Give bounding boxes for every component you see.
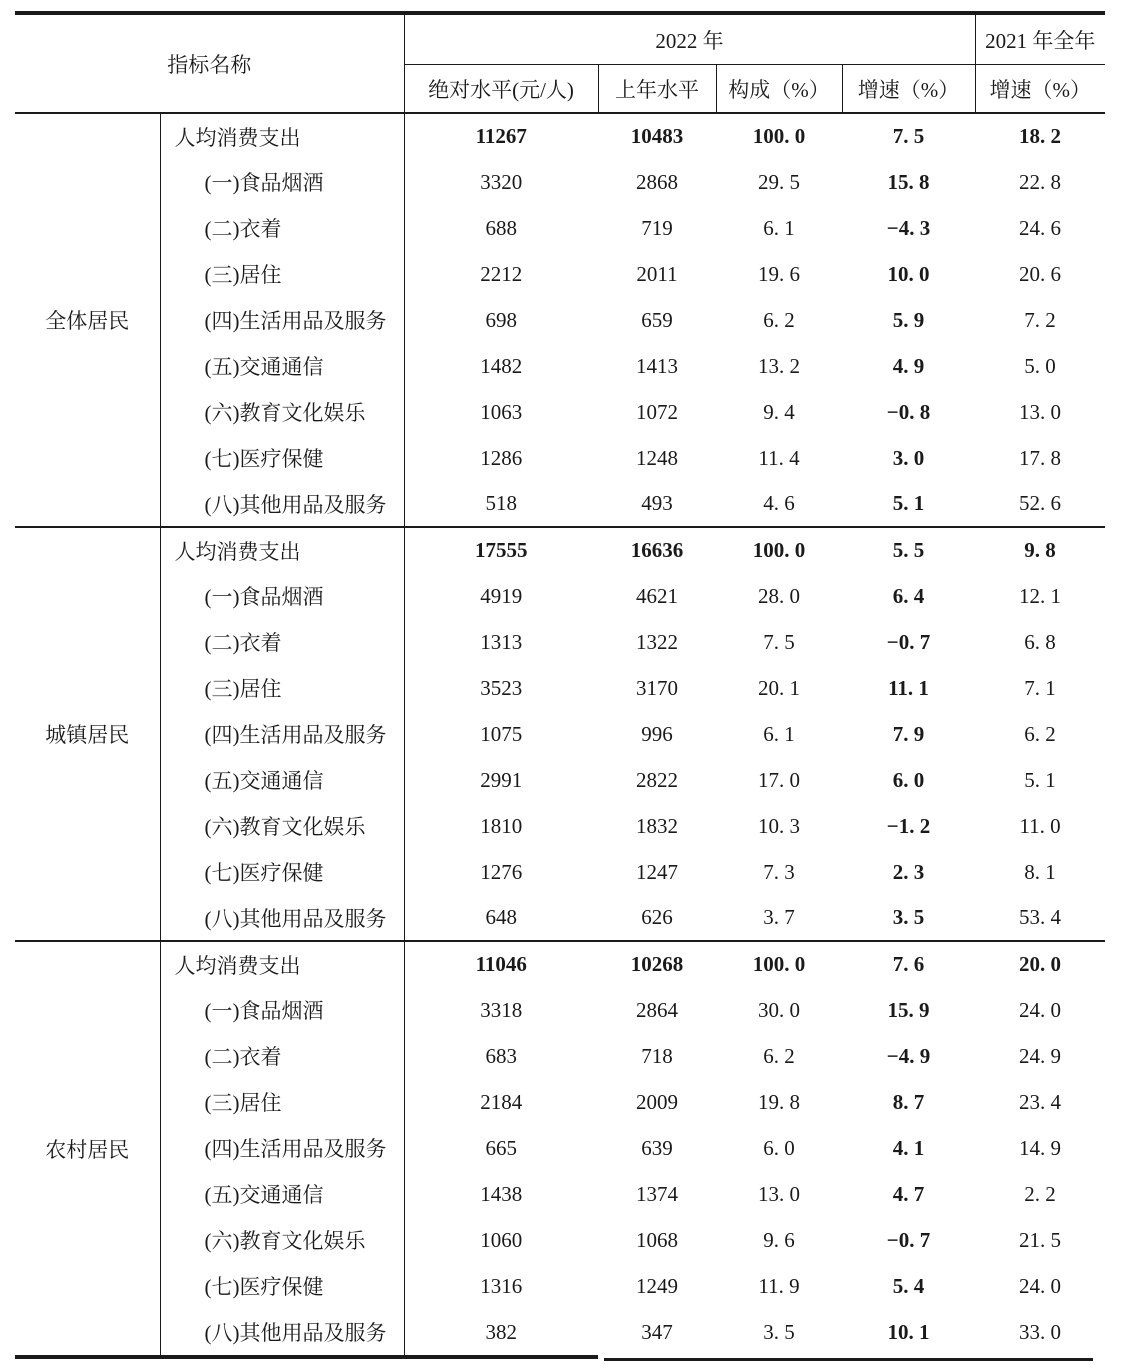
growth-pct-2021: 6. 2 [1024, 721, 1056, 746]
growth-pct-2021: 24. 0 [1019, 997, 1061, 1022]
prev-year-level: 659 [641, 307, 673, 332]
prev-year-level: 626 [641, 905, 673, 929]
prev-year-level: 1072 [636, 399, 678, 424]
abs-level-2022: 1316 [480, 1273, 523, 1298]
prev-year-level: 10268 [598, 941, 716, 987]
table-row [15, 1033, 1105, 1079]
prev-year-level: 639 [641, 1135, 673, 1160]
row-label: (五)交通通信 [160, 1171, 404, 1217]
growth-pct-2021: 53. 4 [1019, 905, 1061, 929]
table-row [15, 1217, 1105, 1263]
header-absolute-level: 绝对水平(元/人) [404, 65, 598, 114]
prev-year-level: 1832 [636, 813, 678, 838]
prev-year-level: 1249 [636, 1273, 678, 1298]
growth-pct-2022: −4. 3 [886, 215, 931, 240]
growth-pct-2022: −1. 2 [886, 813, 931, 838]
growth-pct-2022: 5. 1 [892, 491, 925, 515]
growth-pct-2021: 20. 0 [975, 941, 1105, 987]
share-pct: 9. 4 [763, 399, 795, 424]
group-label: 全体居民 [15, 113, 160, 527]
growth-pct-2022: 4. 7 [892, 1181, 925, 1206]
row-label: 人均消费支出 [160, 941, 404, 987]
growth-pct-2021: 24. 0 [1019, 1273, 1061, 1298]
abs-level-2022: 648 [485, 905, 517, 929]
share-pct: 100. 0 [716, 941, 842, 987]
group-label: 城镇居民 [15, 527, 160, 941]
abs-level-2022: 11267 [475, 124, 527, 148]
prev-year-level: 10483 [630, 124, 684, 148]
bottom-rule-left-segment [15, 1355, 598, 1359]
growth-pct-2021: 20. 6 [1019, 261, 1061, 286]
table-row [15, 481, 1105, 527]
table-row [15, 987, 1105, 1033]
row-label: (四)生活用品及服务 [160, 1125, 404, 1171]
abs-level-2022: 1060 [480, 1227, 523, 1252]
prev-year-level: 719 [641, 215, 673, 240]
row-label: (七)医疗保健 [160, 435, 404, 481]
growth-pct-2022: 2. 3 [892, 859, 925, 884]
growth-pct-2021: 7. 2 [1024, 307, 1056, 332]
growth-pct-2022: −0. 7 [886, 1227, 931, 1252]
prev-year-level: 2011 [636, 261, 678, 286]
row-label: (八)其他用品及服务 [160, 481, 404, 527]
abs-level-2022: 2212 [480, 261, 523, 286]
share-pct: 13. 0 [758, 1181, 800, 1206]
growth-pct-2021: 24. 9 [1019, 1043, 1061, 1068]
growth-pct-2022: 11. 1 [888, 675, 929, 700]
prev-year-level: 1068 [636, 1227, 678, 1252]
growth-pct-2021: 21. 5 [1019, 1227, 1061, 1252]
prev-year-level: 16636 [598, 527, 716, 573]
abs-level-2022: 1313 [480, 629, 523, 654]
abs-level-2022: 1276 [480, 859, 523, 884]
share-pct: 100. 0 [716, 527, 842, 573]
abs-level-2022: 3318 [480, 997, 523, 1022]
prev-year-level: 347 [641, 1319, 673, 1344]
growth-pct-2021: 11. 0 [1019, 813, 1061, 838]
row-label: 人均消费支出 [160, 113, 404, 159]
abs-level-2022: 1286 [480, 445, 523, 470]
share-pct: 11. 4 [758, 445, 800, 470]
header-indicator-name: 指标名称 [15, 13, 404, 113]
share-pct: 13. 2 [758, 353, 800, 378]
header-prev-year-level: 上年水平 [598, 65, 716, 114]
section-2 [15, 527, 1105, 941]
share-pct: 3. 7 [763, 905, 795, 929]
row-label: (一)食品烟酒 [160, 573, 404, 619]
growth-pct-2022: 8. 7 [892, 1089, 925, 1114]
growth-pct-2021: 7. 1 [1024, 675, 1056, 700]
share-pct: 6. 2 [763, 307, 795, 332]
share-pct: 3. 5 [763, 1319, 795, 1344]
row-label: (二)衣着 [160, 1033, 404, 1079]
abs-level-2022: 17555 [404, 527, 598, 573]
growth-pct-2021: 18. 2 [1019, 124, 1061, 148]
share-pct: 6. 1 [763, 721, 795, 746]
share-pct: 19. 8 [758, 1089, 800, 1114]
table-row [15, 343, 1105, 389]
prev-year-level: 996 [641, 721, 673, 746]
growth-pct-2021: 12. 1 [1019, 583, 1061, 608]
abs-level-2022: 1810 [480, 813, 523, 838]
table-row [15, 1171, 1105, 1217]
growth-pct-2021: 33. 0 [1019, 1319, 1061, 1344]
row-label: (三)居住 [160, 1079, 404, 1125]
table-row [15, 389, 1105, 435]
share-pct: 7. 3 [763, 859, 795, 884]
growth-pct-2022: 5. 4 [892, 1273, 925, 1298]
table-row [15, 849, 1105, 895]
row-label: (五)交通通信 [160, 757, 404, 803]
prev-year-level: 493 [641, 491, 673, 515]
prev-year-level: 2868 [636, 169, 678, 194]
header-year-2021-full: 2021 年全年 [975, 13, 1105, 65]
share-pct: 6. 1 [763, 215, 795, 240]
section-1 [15, 113, 1105, 527]
growth-pct-2022: −4. 9 [886, 1043, 931, 1068]
prev-year-level: 1413 [636, 353, 678, 378]
growth-pct-2021: 9. 8 [975, 527, 1105, 573]
abs-level-2022: 518 [485, 491, 517, 515]
prev-year-level: 3170 [636, 675, 678, 700]
table-row [15, 757, 1105, 803]
header-growth-pct-2022: 增速（%） [842, 65, 975, 114]
share-pct: 10. 3 [758, 813, 800, 838]
prev-year-level: 2822 [636, 767, 678, 792]
table-row [15, 803, 1105, 849]
abs-level-2022: 2991 [480, 767, 523, 792]
abs-level-2022: 688 [485, 215, 517, 240]
share-pct: 29. 5 [758, 169, 800, 194]
abs-level-2022: 2184 [480, 1089, 523, 1114]
row-label: (四)生活用品及服务 [160, 711, 404, 757]
row-label: (二)衣着 [160, 205, 404, 251]
row-label: (五)交通通信 [160, 343, 404, 389]
growth-pct-2022: −0. 8 [886, 399, 931, 424]
table-header [15, 13, 1105, 113]
share-pct: 11. 9 [758, 1273, 800, 1298]
table-row [15, 205, 1105, 251]
abs-level-2022: 1438 [480, 1181, 523, 1206]
abs-level-2022: 382 [485, 1319, 517, 1344]
prev-year-level: 1374 [636, 1181, 678, 1206]
row-label: (七)医疗保健 [160, 1263, 404, 1309]
row-label: 人均消费支出 [160, 527, 404, 573]
table-row [15, 711, 1105, 757]
table-row [15, 251, 1105, 297]
prev-year-level: 2864 [636, 997, 678, 1022]
share-pct: 6. 0 [763, 1135, 795, 1160]
section-3 [15, 941, 1105, 1355]
row-label: (二)衣着 [160, 619, 404, 665]
growth-pct-2021: 5. 0 [1024, 353, 1056, 378]
growth-pct-2022: 10. 1 [887, 1319, 930, 1344]
growth-pct-2022: 4. 1 [892, 1135, 925, 1160]
table-row [15, 1309, 1105, 1355]
share-pct: 100. 0 [752, 124, 806, 148]
row-label: (三)居住 [160, 251, 404, 297]
share-pct: 9. 6 [763, 1227, 795, 1252]
header-share-pct: 构成（%） [716, 65, 842, 114]
table-row [15, 1125, 1105, 1171]
growth-pct-2021: 24. 6 [1019, 215, 1061, 240]
share-pct: 28. 0 [758, 583, 800, 608]
table-row [15, 895, 1105, 941]
row-label: (八)其他用品及服务 [160, 1309, 404, 1355]
growth-pct-2021: 8. 1 [1024, 859, 1056, 884]
abs-level-2022: 3523 [480, 675, 523, 700]
abs-level-2022: 4919 [480, 583, 523, 608]
table-row [15, 1263, 1105, 1309]
document-page [15, 11, 1105, 1367]
growth-pct-2021: 13. 0 [1019, 399, 1061, 424]
abs-level-2022: 683 [485, 1043, 517, 1068]
growth-pct-2022: 7. 9 [892, 721, 925, 746]
growth-pct-2021: 17. 8 [1019, 445, 1061, 470]
growth-pct-2021: 23. 4 [1019, 1089, 1061, 1114]
table-bottom-rule [15, 1355, 1105, 1367]
table-row [15, 573, 1105, 619]
growth-pct-2022: 7. 5 [892, 124, 925, 148]
abs-level-2022: 11046 [404, 941, 598, 987]
share-pct: 6. 2 [763, 1043, 795, 1068]
share-pct: 7. 5 [763, 629, 795, 654]
table-row [15, 1079, 1105, 1125]
header-year-2022: 2022 年 [404, 13, 975, 65]
growth-pct-2022: 3. 0 [892, 445, 925, 470]
growth-pct-2022: 5. 9 [892, 307, 925, 332]
abs-level-2022: 1063 [480, 399, 523, 424]
growth-pct-2022: 3. 5 [892, 905, 925, 929]
growth-pct-2022: 15. 9 [887, 997, 930, 1022]
growth-pct-2022: 15. 8 [887, 169, 930, 194]
growth-pct-2022: 5. 5 [842, 527, 975, 573]
row-label: (六)教育文化娱乐 [160, 389, 404, 435]
growth-pct-2022: 6. 4 [892, 583, 925, 608]
growth-pct-2022: 6. 0 [892, 767, 925, 792]
growth-pct-2021: 22. 8 [1019, 169, 1061, 194]
share-pct: 19. 6 [758, 261, 800, 286]
prev-year-level: 1247 [636, 859, 678, 884]
growth-pct-2022: 4. 9 [892, 353, 925, 378]
consumption-table [15, 11, 1105, 1355]
row-label: (一)食品烟酒 [160, 987, 404, 1033]
growth-pct-2021: 14. 9 [1019, 1135, 1061, 1160]
table-row [15, 941, 1105, 987]
prev-year-level: 2009 [636, 1089, 678, 1114]
growth-pct-2022: −0. 7 [886, 629, 931, 654]
prev-year-level: 1322 [636, 629, 678, 654]
bottom-rule-right-segment [604, 1358, 1093, 1361]
table-row [15, 665, 1105, 711]
table-row [15, 619, 1105, 665]
abs-level-2022: 698 [485, 307, 517, 332]
growth-pct-2022: 7. 6 [842, 941, 975, 987]
row-label: (四)生活用品及服务 [160, 297, 404, 343]
abs-level-2022: 1075 [480, 721, 523, 746]
growth-pct-2021: 6. 8 [1024, 629, 1056, 654]
share-pct: 17. 0 [758, 767, 800, 792]
row-label: (一)食品烟酒 [160, 159, 404, 205]
share-pct: 4. 6 [763, 491, 795, 515]
row-label: (六)教育文化娱乐 [160, 803, 404, 849]
row-label: (七)医疗保健 [160, 849, 404, 895]
growth-pct-2021: 2. 2 [1024, 1181, 1056, 1206]
row-label: (三)居住 [160, 665, 404, 711]
growth-pct-2022: 10. 0 [887, 261, 930, 286]
row-label: (八)其他用品及服务 [160, 895, 404, 941]
group-label: 农村居民 [15, 941, 160, 1355]
table-row [15, 113, 1105, 159]
table-row [15, 159, 1105, 205]
growth-pct-2021: 52. 6 [1019, 491, 1061, 515]
abs-level-2022: 1482 [480, 353, 523, 378]
table-row [15, 435, 1105, 481]
abs-level-2022: 665 [485, 1135, 517, 1160]
table-row [15, 297, 1105, 343]
share-pct: 20. 1 [758, 675, 800, 700]
growth-pct-2021: 5. 1 [1024, 767, 1056, 792]
prev-year-level: 718 [641, 1043, 673, 1068]
table-row [15, 527, 1105, 573]
header-growth-pct-2021: 增速（%） [975, 65, 1105, 114]
row-label: (六)教育文化娱乐 [160, 1217, 404, 1263]
share-pct: 30. 0 [758, 997, 800, 1022]
abs-level-2022: 3320 [480, 169, 523, 194]
prev-year-level: 1248 [636, 445, 678, 470]
prev-year-level: 4621 [636, 583, 678, 608]
